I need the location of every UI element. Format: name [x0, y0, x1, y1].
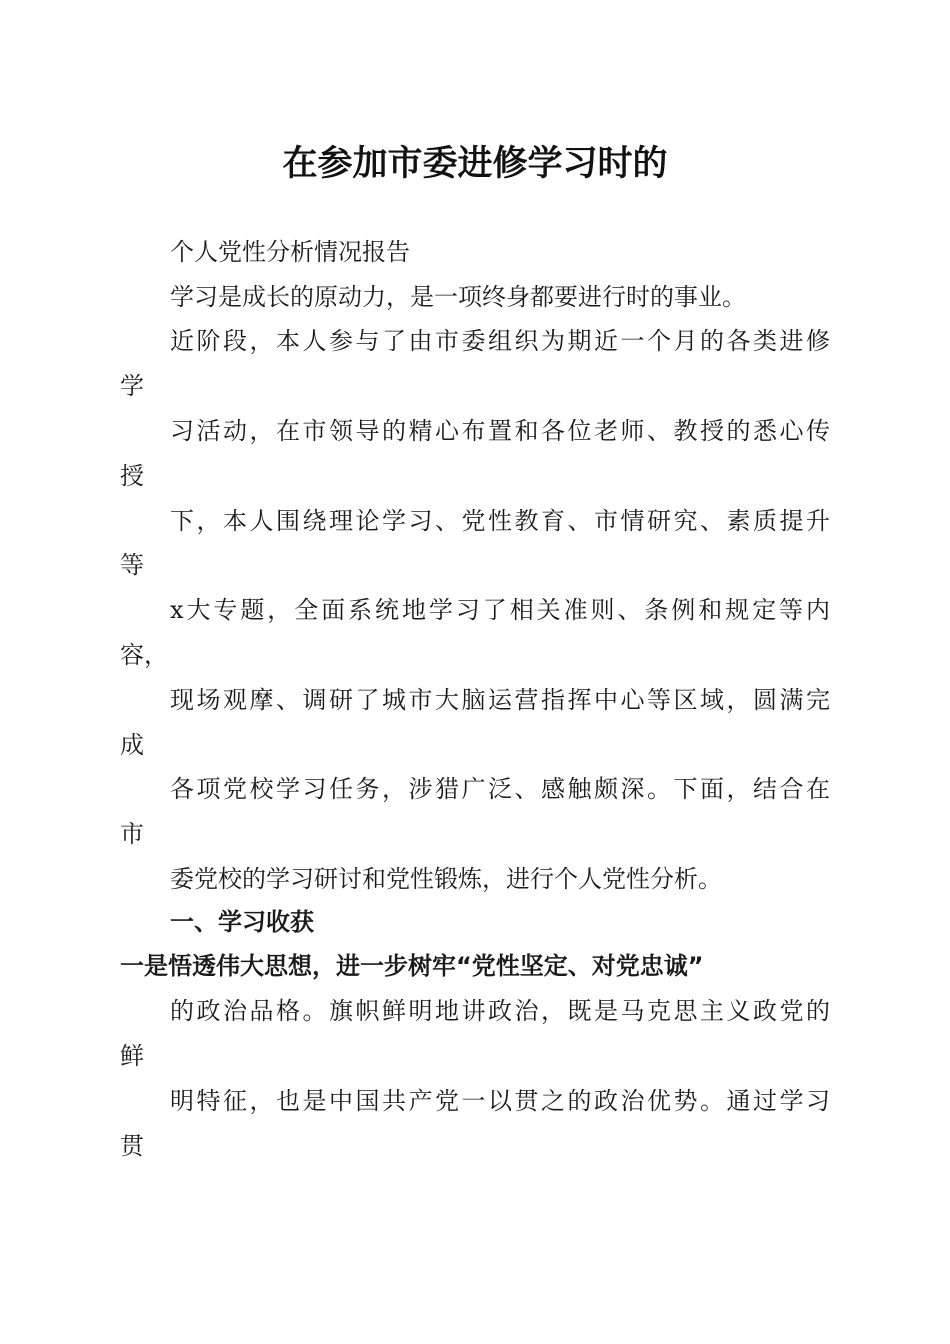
section-heading: 一、学习收获	[170, 908, 314, 936]
paragraph-wrap-line: 鲜	[120, 1042, 144, 1070]
paragraph-line: 学习是成长的原动力，是一项终身都要进行时的事业。	[170, 283, 746, 311]
paragraph-line: 近阶段，本人参与了由市委组织为期近一个月的各类进修	[170, 327, 830, 355]
subtitle-line: 个人党性分析情况报告	[170, 238, 410, 266]
paragraph-line: 明特征，也是中国共产党一以贯之的政治优势。通过学习	[170, 1087, 830, 1115]
subsection-heading: 一是悟透伟大思想，进一步树牢“党性坚定、对党忠诚”	[120, 952, 704, 980]
document-title: 在参加市委进修学习时的	[282, 144, 668, 184]
paragraph-wrap-line: 等	[120, 551, 144, 579]
paragraph-wrap-line: 贯	[120, 1132, 144, 1160]
paragraph-wrap-line: 市	[120, 820, 144, 848]
paragraph-line: 委党校的学习研讨和党性锻炼，进行个人党性分析。	[170, 865, 722, 893]
paragraph-wrap-line: 学	[120, 372, 144, 400]
paragraph-line: 各项党校学习任务，涉猎广泛、感触颇深。下面，结合在	[170, 775, 830, 803]
paragraph-wrap-line: 容，	[120, 641, 168, 669]
paragraph-line: 现场观摩、调研了城市大脑运营指挥中心等区域，圆满完	[170, 686, 830, 714]
paragraph-line: 习活动，在市领导的精心布置和各位老师、教授的悉心传	[170, 417, 830, 445]
paragraph-wrap-line: 成	[120, 731, 144, 759]
paragraph-line: 下，本人围绕理论学习、党性教育、市情研究、素质提升	[170, 507, 830, 535]
paragraph-line: 的政治品格。旗帜鲜明地讲政治，既是马克思主义政党的	[170, 997, 830, 1025]
paragraph-line: x大专题，全面系统地学习了相关准则、条例和规定等内	[170, 596, 830, 624]
paragraph-wrap-line: 授	[120, 462, 144, 490]
